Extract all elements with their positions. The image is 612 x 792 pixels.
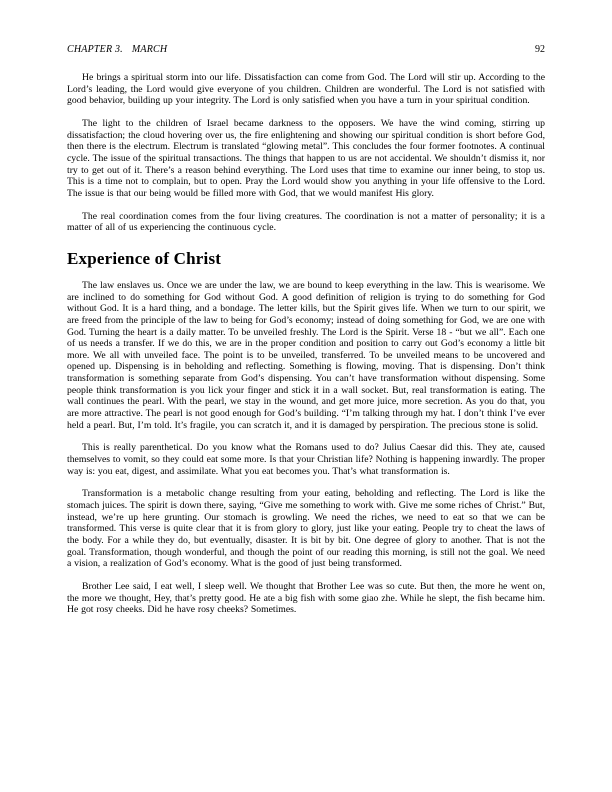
paragraph-intro-2: The light to the children of Israel became darkness to the opposers. We have the wind coming, stirring up dissatisfaction; the cloud hovering over us, the fire enlightening and showing our spiritual condition is short before God, then there is the electrum. Electrum is translated “glowing metal”. This concludes the four former footnotes. A continual cycle. The issue of the spiritual transactions. The things that happen to us are not accidental. We shouldn’t dismiss it, nor try to get out of it. There’s a reason behind everything. The Lord uses that time to examine our inner being, to stop us. This is a time not to complain, but to open. Pray the Lord would show you anything in your life offensive to the Lord. The issue is that our being would be filled more with God, that we would manifest His glory.: [67, 117, 545, 199]
chapter-label: CHAPTER 3.: [67, 44, 123, 55]
chapter-name: MARCH: [131, 44, 168, 55]
page-body: [67, 72, 545, 616]
running-header: [67, 44, 545, 55]
paragraph-section-1: The law enslaves us. Once we are under the law, we are bound to keep everything in the law. This is wearisome. We are inclined to do something for God without God. A good definition of religion is trying to do something for God without God. It is a hard thing, and a bondage. The letter kills, but the Spirit gives life. When we turn to our spirit, we are freed from the principle of the law to being for God’s economy; instead of doing something for God, we are one with God. Turning the heart is a daily matter. To be unveiled freshly. The Lord is the Spirit. Verse 18 - “but we all”. Each one of us needs a transfer. If we do this, we are in the proper condition and position to carry out God’s economy a little bit more. We all with unveiled face. The point is to be unveiled, transferred. To be unveiled means to be uncovered and opened up. Dispensing is in beholding and reflecting. Something is flowing, moving. That is dispensing. Don’t think transformation is something separate from God’s dispensing. You can’t have transformation without dispensing. Some people think transformation is you lick your finger and stick it in a wall socket. But, real transformation is eating. The wall continues the pearl. With the pearl, we stay in the wound, and get more juice, more secretion. As you do that, you are more attractive. The pearl is not good enough for God’s building. “I’m talking through my hat. I don’t think I’ve ever held a pearl. But, I’m told. It’s fragile, you can scratch it, and it is damaged by perspiration. The precious stone is solid.: [67, 279, 545, 431]
chapter-header: [67, 44, 167, 55]
paragraph-section-4: Brother Lee said, I eat well, I sleep well. We thought that Brother Lee was so cute. But then, the more he went on, the more we thought, Hey, that’s pretty good. He ate a big fish with some giao zhe. While he slept, the fish became him. He got rosy cheeks. Did he have rosy cheeks? Sometimes.: [67, 580, 545, 616]
paragraph-intro-1: He brings a spiritual storm into our life. Dissatisfaction can come from God. The Lord will stir up. According to the Lord’s leading, the Lord would give everyone of you children. Children are wonderful. The Lord is not satisfied with good behavior, building up your integrity. The Lord is only satisfied when you have a turn in your spiritual condition.: [67, 72, 545, 107]
paragraph-section-2: This is really parenthetical. Do you know what the Romans used to do? Julius Caesar did this. They ate, caused themselves to vomit, so they could eat some more. Is that your Christian life? Nothing is happening inwardly. The proper way is: you eat, digest, and assimilate. What you eat becomes you. That’s what transformation is.: [67, 442, 545, 477]
paragraph-intro-3: The real coordination comes from the four living creatures. The coordination is not a matter of personality; it is a matter of all of us experiencing the continuous cycle.: [67, 210, 545, 234]
page-number: 92: [535, 44, 545, 55]
paragraph-section-3: Transformation is a metabolic change resulting from your eating, beholding and reflecting. The Lord is like the stomach juices. The spirit is down there, saying, “Give me something to work with. Give me some riches of Christ.” But, instead, we’re up here grunting. Our stomach is growling. We need the riches, we need to eat so that we can be transformed. This verse is quite clear that it is from glory to glory, just like your eating. People try to cheat the laws of the body. For a while they do, but eventually, disaster. It is bit by bit. One degree of glory to another. That is not the goal. Transformation, though wonderful, and though the point of our reading this morning, is still not the goal. We need a vision, a realization of God’s economy. What is the good of just being transformed.: [67, 488, 545, 570]
section-heading: Experience of Christ: [67, 248, 222, 268]
